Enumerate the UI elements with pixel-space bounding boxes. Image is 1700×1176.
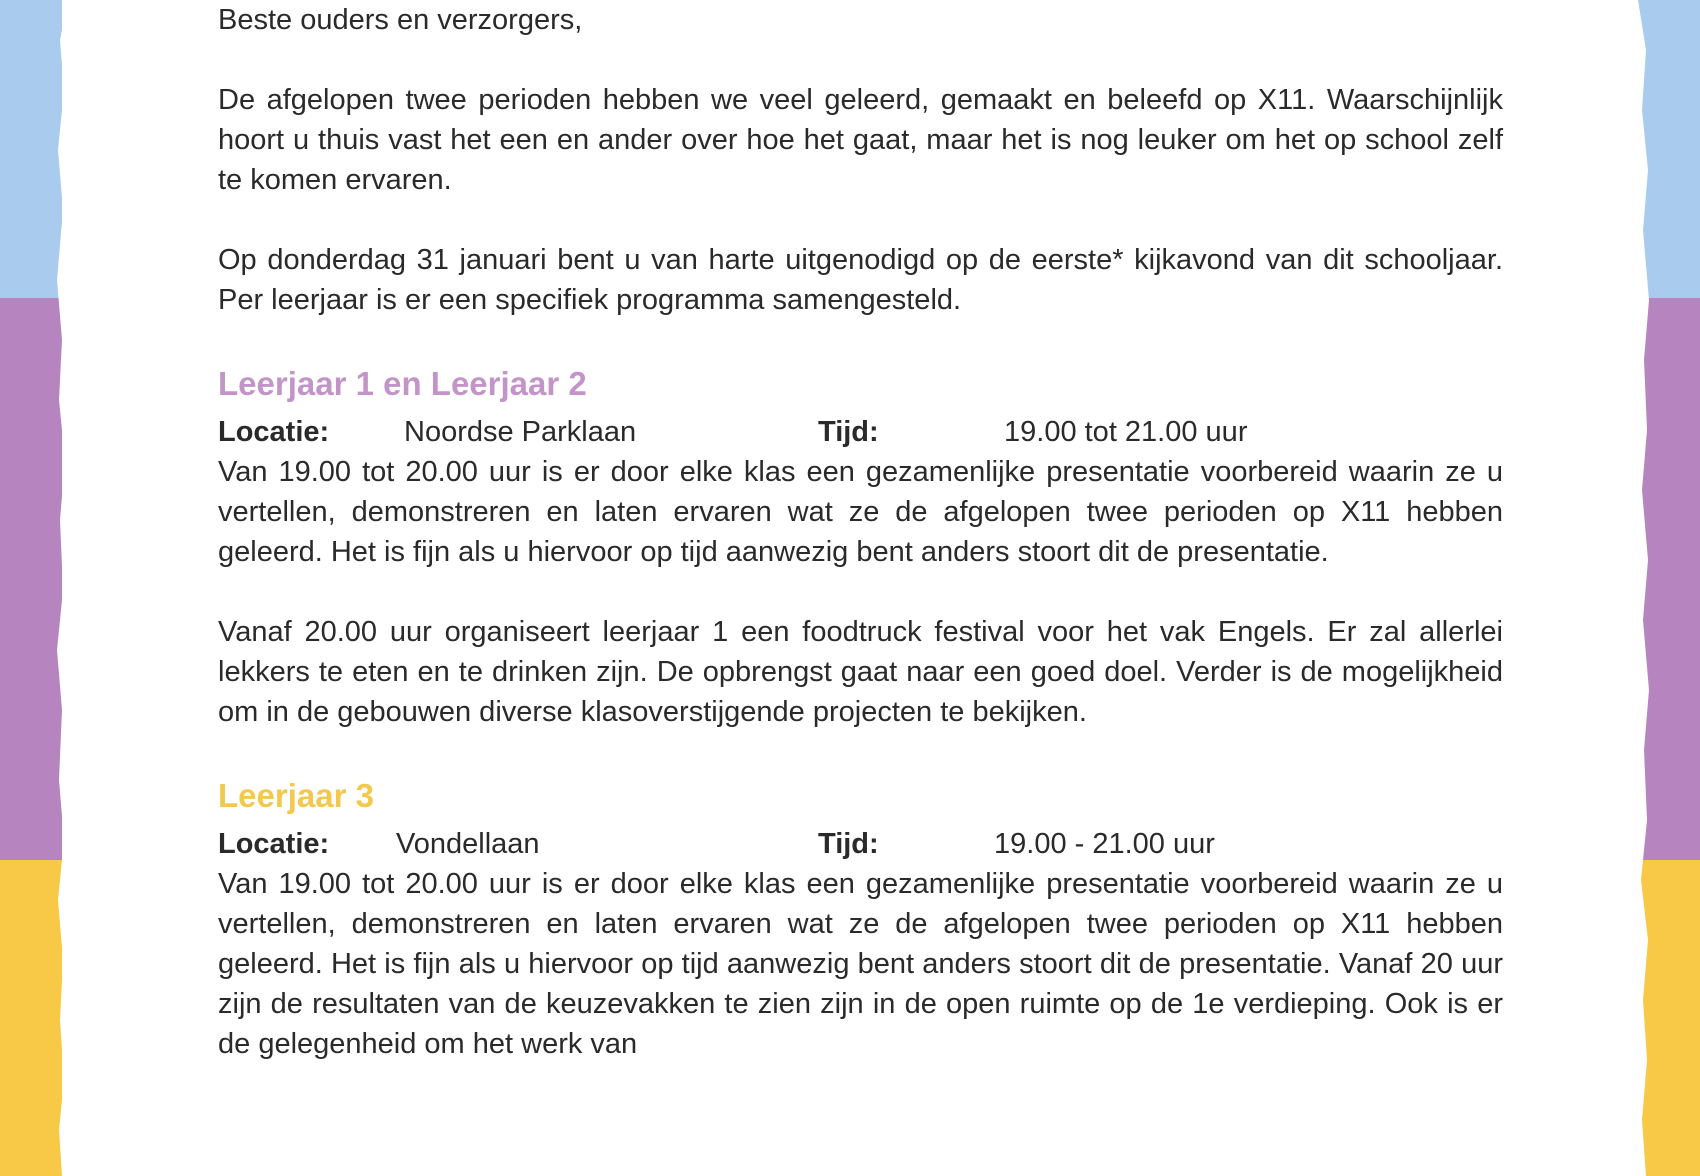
greeting: Beste ouders en verzorgers,: [218, 4, 583, 36]
time-label: Tijd:: [818, 416, 879, 448]
section-heading: Leerjaar 1 en Leerjaar 2: [218, 365, 587, 402]
time-value: 19.00 tot 21.00 uur: [1004, 416, 1248, 448]
torn-edge-left: [54, 0, 68, 1176]
location-label: Locatie:: [218, 416, 330, 448]
invite-paragraph: Op donderdag 31 januari bent u van harte uitgenodigd op de eerste* kijkavond van dit schooljaar. Per leerjaar is er een specifiek programma samengesteld.: [218, 244, 1503, 316]
location-value: Vondellaan: [396, 828, 540, 860]
section-year-1-2: [218, 362, 1503, 732]
location-time-row: [218, 824, 1503, 864]
letter-body: [218, 0, 1503, 1064]
time-value: 19.00 - 21.00 uur: [994, 828, 1215, 860]
section-paragraph-2: Vanaf 20.00 uur organiseert leerjaar 1 een foodtruck festival voor het vak Engels. Er zal allerlei lekkers te eten en te drinken zijn. De opbrengst gaat naar een goed doel. Verder is de mogelijkheid om in de gebouwen diverse klasoverstijgende projecten te bekijken.: [218, 616, 1503, 728]
section-year-3: [218, 774, 1503, 1064]
section-paragraph-1: Van 19.00 tot 20.00 uur is er door elke klas een gezamenlijke presentatie voorbereid waarin ze u vertellen, demonstreren en laten ervaren wat ze de afgelopen twee perioden op X11 hebben geleerd. Het is fijn als u hiervoor op tijd aanwezig bent anders stoort dit de presentatie.: [218, 456, 1503, 568]
intro-paragraph: De afgelopen twee perioden hebben we veel geleerd, gemaakt en beleefd op X11. Waarschijnlijk hoort u thuis vast het een en ander over hoe het gaat, maar het is nog leuker om het op school zelf te komen ervaren.: [218, 84, 1503, 196]
location-value: Noordse Parklaan: [404, 416, 637, 448]
torn-edge-right: [1638, 0, 1652, 1176]
time-label: Tijd:: [818, 828, 879, 860]
location-time-row: [218, 412, 1503, 452]
section-heading: Leerjaar 3: [218, 777, 374, 814]
location-label: Locatie:: [218, 828, 330, 860]
section-paragraph-1: Van 19.00 tot 20.00 uur is er door elke klas een gezamenlijke presentatie voorbereid waarin ze u vertellen, demonstreren en laten ervaren wat ze de afgelopen twee perioden op X11 hebben geleerd. Het is fijn als u hiervoor op tijd aanwezig bent anders stoort dit de presentatie. Vanaf 20 uur zijn de resultaten van de keuzevakken te zien zijn in de open ruimte op de 1e verdieping. Ook is er de gelegenheid om het werk van: [218, 868, 1503, 1060]
